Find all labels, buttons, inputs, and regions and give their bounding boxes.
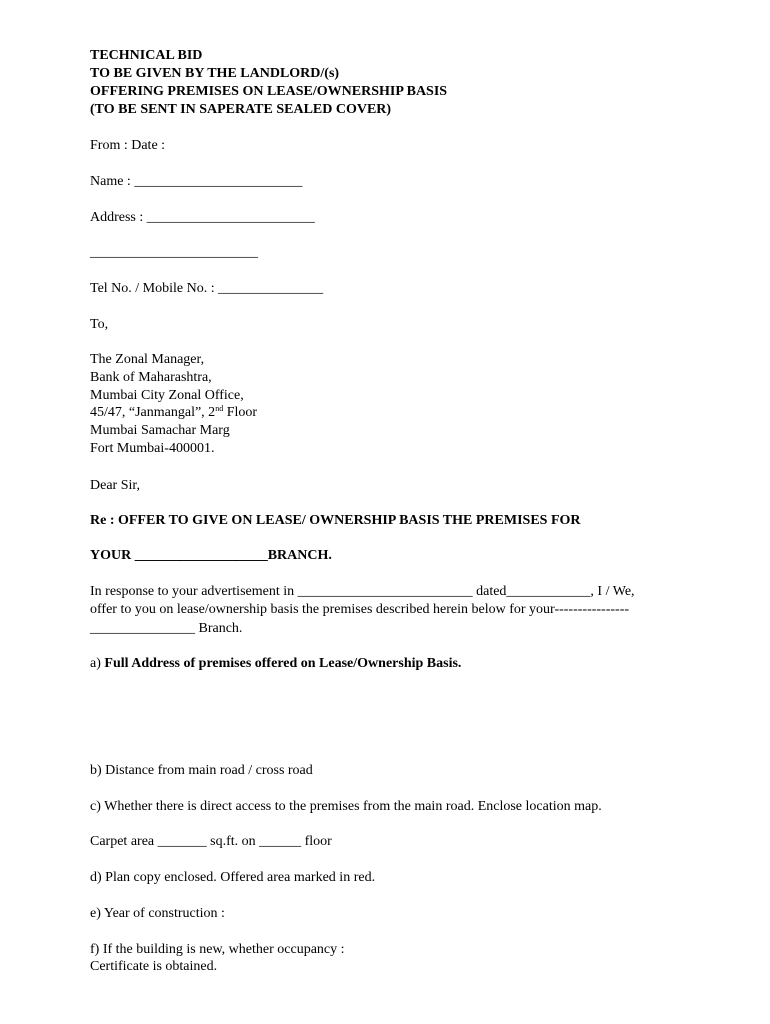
item-f-line-2: Certificate is obtained. [90,959,218,974]
subject-line-2: YOUR ___________________BRANCH. [90,548,332,563]
item-d: d) Plan copy enclosed. Offered area marked in red. [90,870,376,885]
subject-line-1: Re : OFFER TO GIVE ON LEASE/ OWNERSHIP BASIS THE PREMISES FOR [90,513,581,528]
item-e: e) Year of construction : [90,906,225,921]
item-a-prefix: a) [90,656,105,671]
item-a [90,655,461,672]
recipient-line-2: Bank of Maharashtra, [90,370,212,385]
recipient-line-1: The Zonal Manager, [90,352,205,367]
address-line: Address : ________________________ [90,210,315,225]
heading-line-2: TO BE GIVEN BY THE LANDLORD/(s) [90,66,340,81]
from-date: From : Date : [90,138,166,153]
recipient-line-4-end: Floor [223,405,258,420]
heading-line-1: TECHNICAL BID [90,48,203,63]
recipient-line-4-sup: nd [215,404,224,413]
item-b: b) Distance from main road / cross road [90,763,313,778]
heading-line-4: (TO BE SENT IN SAPERATE SEALED COVER) [90,102,392,117]
recipient-line-6: Fort Mumbai-400001. [90,441,215,456]
heading-line-3: OFFERING PREMISES ON LEASE/OWNERSHIP BASIS [90,84,448,99]
address-line-2: ________________________ [90,245,258,260]
recipient-line-3: Mumbai City Zonal Office, [90,388,244,403]
tel-line: Tel No. / Mobile No. : _______________ [90,281,324,296]
salutation: Dear Sir, [90,478,140,493]
item-f-line-1: f) If the building is new, whether occupancy : [90,942,345,957]
body-line-1: In response to your advertisement in _________________________ dated____________, I / We, [90,584,635,599]
recipient-line-5: Mumbai Samachar Marg [90,423,230,438]
body-line-2: offer to you on lease/ownership basis the premises described herein below for your---------------- [90,602,630,617]
item-a-text: Full Address of premises offered on Lease/Ownership Basis. [104,656,462,671]
recipient-line-4 [90,404,257,421]
item-c: c) Whether there is direct access to the premises from the main road. Enclose location map. [90,799,602,814]
name-line: Name : ________________________ [90,174,303,189]
to-line: To, [90,317,109,332]
recipient-line-4-main: 45/47, “Janmangal”, 2 [90,405,216,420]
carpet-area: Carpet area _______ sq.ft. on ______ floor [90,834,332,849]
body-line-3: _______________ Branch. [90,621,243,636]
